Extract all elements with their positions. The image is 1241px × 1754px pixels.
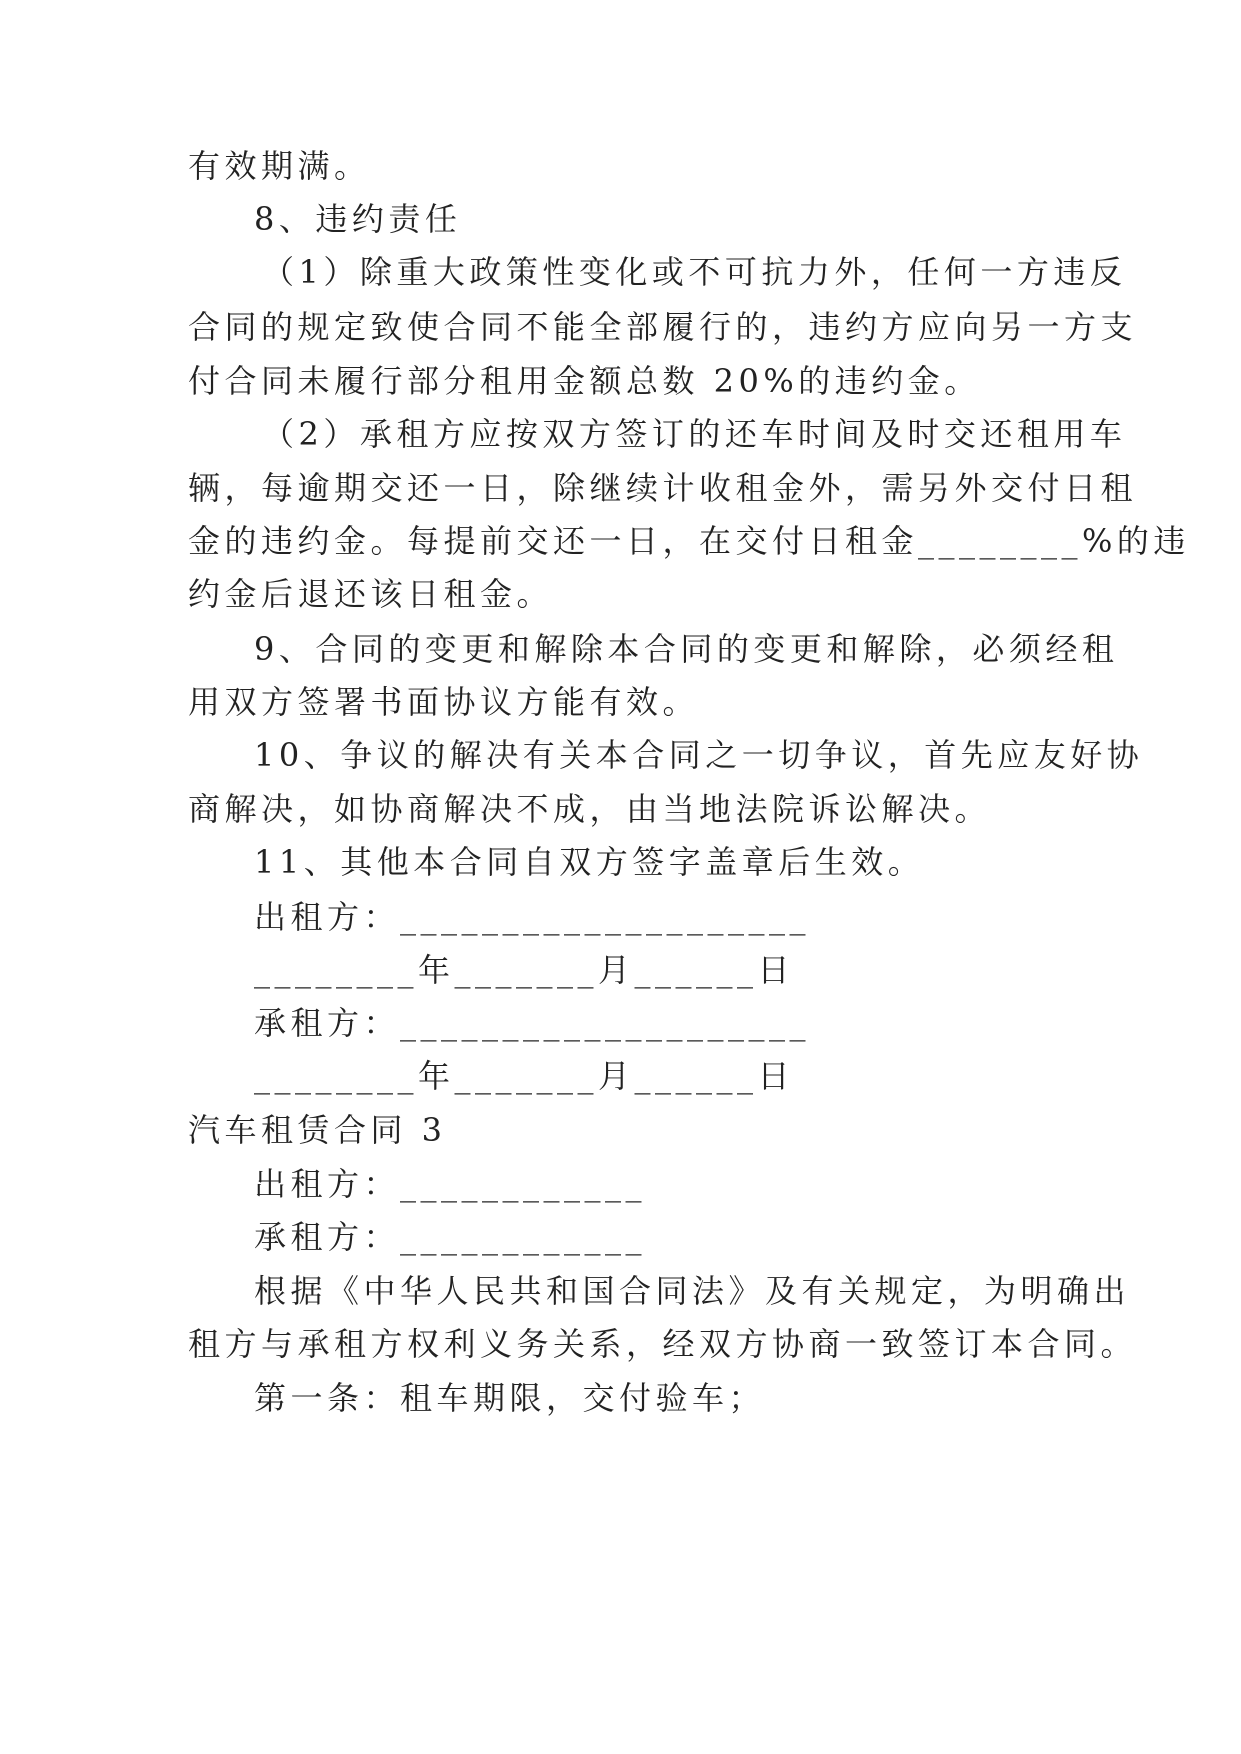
clause-line: （1）除重大政策性变化或不可抗力外，任何一方违反 — [262, 253, 1127, 291]
section-heading-10: 10、争议的解决有关本合同之一切争议，首先应友好协 — [254, 736, 1144, 774]
paragraph-line: 根据《中华人民共和国合同法》及有关规定，为明确出 — [254, 1272, 1131, 1310]
paragraph-line: 合同的规定致使合同不能全部履行的，违约方应向另一方支 — [188, 308, 1138, 346]
lessee-signature-line: 承租方：____________________ — [254, 1004, 811, 1042]
lessee-date-line: ________年_______月______日 — [254, 1057, 795, 1095]
lessor-signature-line: 出租方：____________________ — [254, 898, 811, 936]
section-heading-9: 9、合同的变更和解除本合同的变更和解除，必须经租 — [254, 630, 1119, 668]
contract-title: 汽车租赁合同 3 — [188, 1111, 447, 1149]
lessor-date-line: ________年_______月______日 — [254, 951, 795, 989]
lessor-field: 出租方：____________ — [254, 1165, 647, 1203]
paragraph-line: 辆，每逾期交还一日，除继续计收租金外，需另外交付日租 — [188, 469, 1138, 507]
section-heading-11: 11、其他本合同自双方签字盖章后生效。 — [254, 843, 925, 881]
paragraph-line: 约金后退还该日租金。 — [188, 575, 554, 613]
paragraph-line: 租方与承租方权利义务关系，经双方协商一致签订本合同。 — [188, 1325, 1138, 1363]
paragraph-line: 用双方签署书面协议方能有效。 — [188, 683, 700, 721]
paragraph-line: 金的违约金。每提前交还一日，在交付日租金________%的违 — [188, 522, 1190, 560]
section-heading-8: 8、违约责任 — [254, 200, 462, 238]
paragraph-line: 付合同未履行部分租用金额总数 20%的违约金。 — [188, 362, 981, 400]
paragraph-line: 有效期满。 — [188, 147, 371, 185]
paragraph-line: 商解决，如协商解决不成，由当地法院诉讼解决。 — [188, 790, 992, 828]
article-heading-1: 第一条：租车期限，交付验车； — [254, 1379, 766, 1417]
lessee-field: 承租方：____________ — [254, 1218, 647, 1256]
clause-line: （2）承租方应按双方签订的还车时间及时交还租用车 — [262, 415, 1127, 453]
